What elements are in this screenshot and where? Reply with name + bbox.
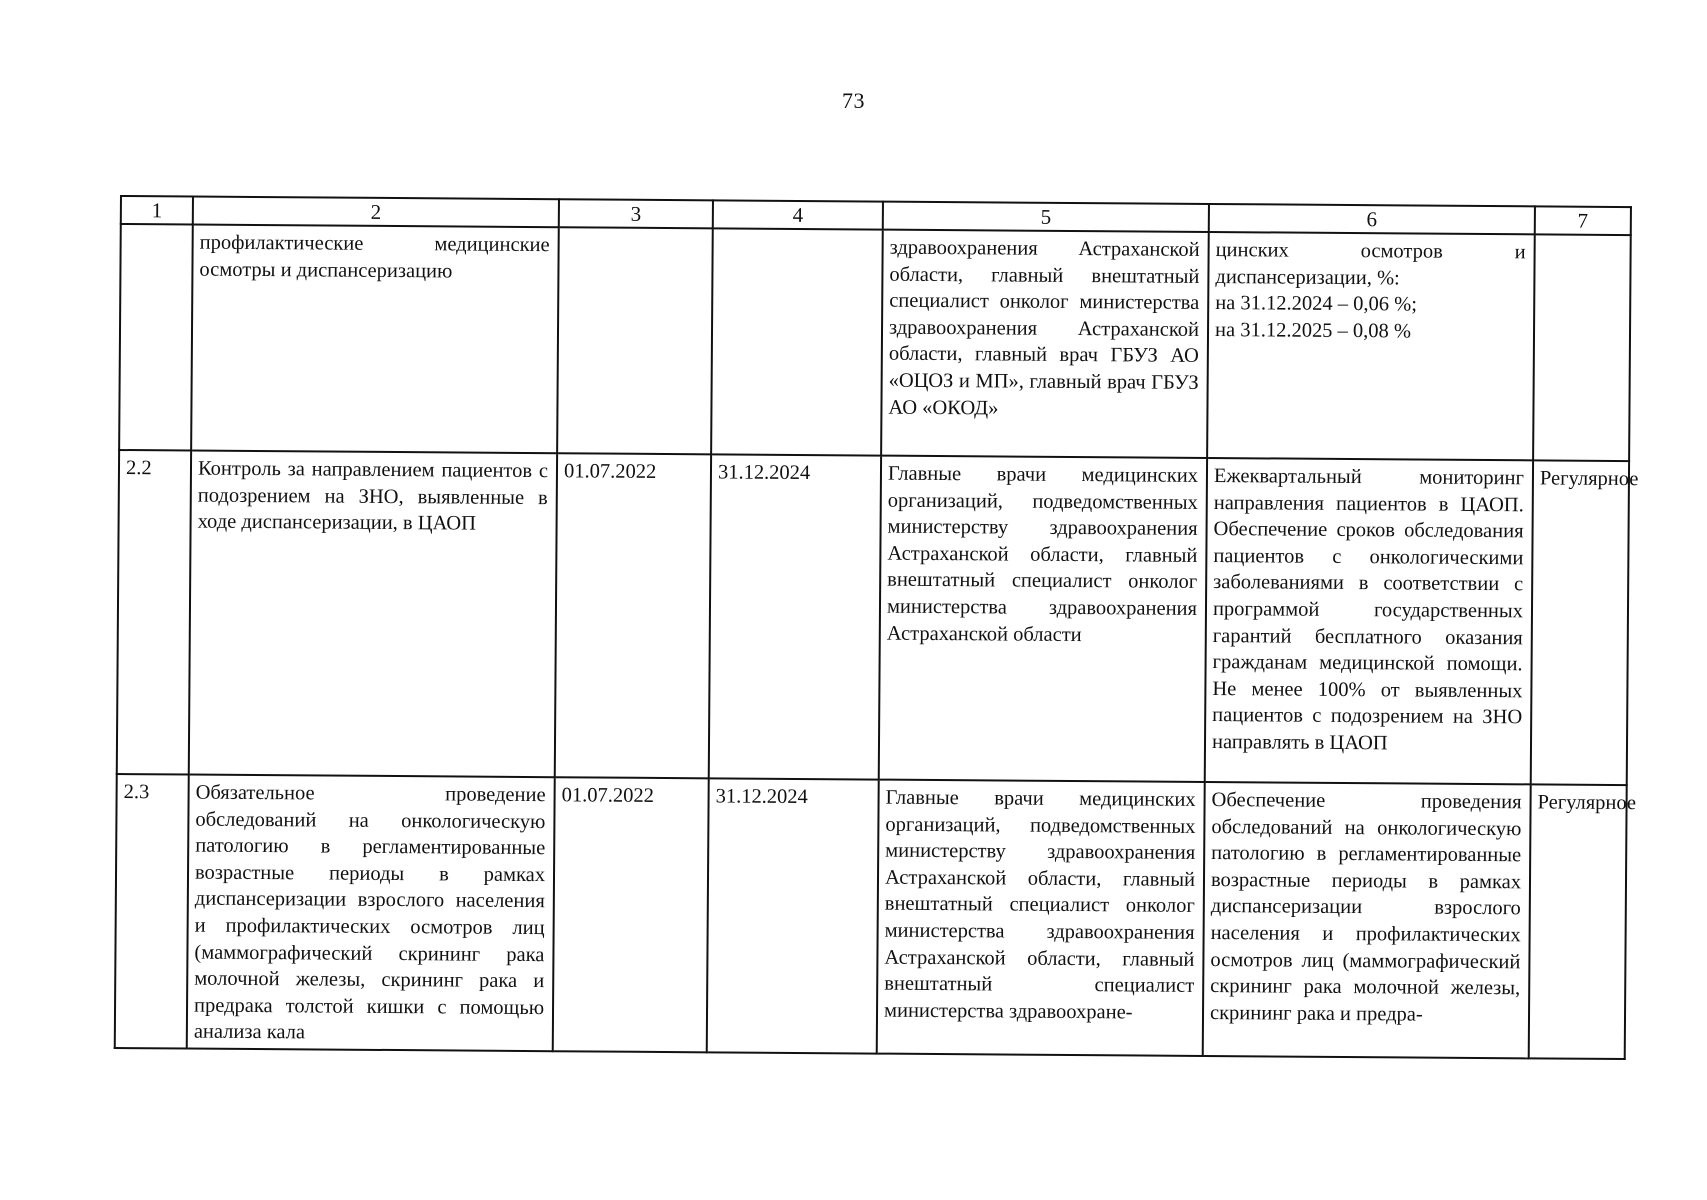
responsible-executors: Главные врачи медицинских организаций, подведомственных министерству здравоохранения Астраханской области, главный внештатный специалист онколог министерства здравоохранения Астраханской области: [879, 456, 1207, 782]
start-date: 01.07.2022: [555, 453, 711, 778]
column-number: 3: [559, 199, 713, 228]
expected-result: цинских осмотров и диспансеризации, %: на 31.12.2024 – 0,06 %; на 31.12.2025 – 0,08 %: [1207, 232, 1535, 460]
measure-type: Регулярное: [1529, 784, 1627, 1059]
end-date: 31.12.2024: [707, 778, 879, 1053]
start-date: [557, 227, 713, 454]
responsible-executors: Главные врачи медицинских организаций, подведомственных министерству здравоохранения Астраханской области, главный внештатный специалист онколог министерства здравоохранения Астраханской области, главный внештатный специалист министерства здравоохране-: [877, 780, 1205, 1056]
table-row: [115, 774, 1627, 1059]
measure-type: [1533, 234, 1631, 461]
column-number: 7: [1535, 206, 1631, 235]
end-date: [711, 228, 883, 455]
measure-description: Контроль за направлением пациентов с подозрением на ЗНО, выявленные в ходе диспансеризации, в ЦАОП: [189, 451, 557, 778]
table-row: [119, 224, 1631, 461]
column-number: 5: [883, 202, 1209, 232]
page-number: 73: [842, 88, 865, 113]
expected-result: Обеспечение проведения обследований на онкологическую патологию в регламентированные возрастные периоды в рамках диспансеризации взрослого населения и профилактических осмотров лиц (маммографический скрининг рака молочной железы, скрининг рака и предра-: [1203, 782, 1531, 1058]
row-number: 2.2: [117, 450, 191, 775]
measure-type: Регулярное: [1531, 460, 1629, 785]
measures-table: [114, 195, 1639, 1060]
measure-description: профилактические медицинские осмотры и диспансеризацию: [191, 225, 559, 454]
table-row: [117, 450, 1629, 785]
column-number: 6: [1209, 204, 1535, 234]
row-number: 2.3: [115, 774, 189, 1048]
responsible-executors: здравоохранения Астраханской области, главный внештатный специалист онколог министерства здравоохранения Астраханской области, главный врач ГБУЗ АО «ОЦОЗ и МП», главный врач ГБУЗ АО «ОКОД»: [881, 230, 1209, 458]
expected-result: Ежеквартальный мониторинг направления пациентов в ЦАОП. Обеспечение сроков обследования пациентов с онкологическими заболеваниями в соответствии с программой государственных гарантий бесплатного оказания гражданам медицинской помощи. Не менее 100% от выявленных пациентов с подозрением на ЗНО направлять в ЦАОП: [1205, 458, 1533, 784]
start-date: 01.07.2022: [553, 777, 709, 1052]
column-number: 2: [193, 197, 559, 228]
row-number: [119, 224, 193, 451]
measure-description: Обязательное проведение обследований на онкологическую патологию в регламентированные возрастные периоды в рамках диспансеризации взрослого населения и профилактических осмотров лиц (маммографический скрининг рака молочной железы, скрининг рака и предрака толстой кишки с помощью анализа кала: [187, 775, 555, 1052]
column-number: 1: [121, 196, 193, 225]
column-number: 4: [713, 200, 883, 229]
end-date: 31.12.2024: [709, 454, 881, 779]
